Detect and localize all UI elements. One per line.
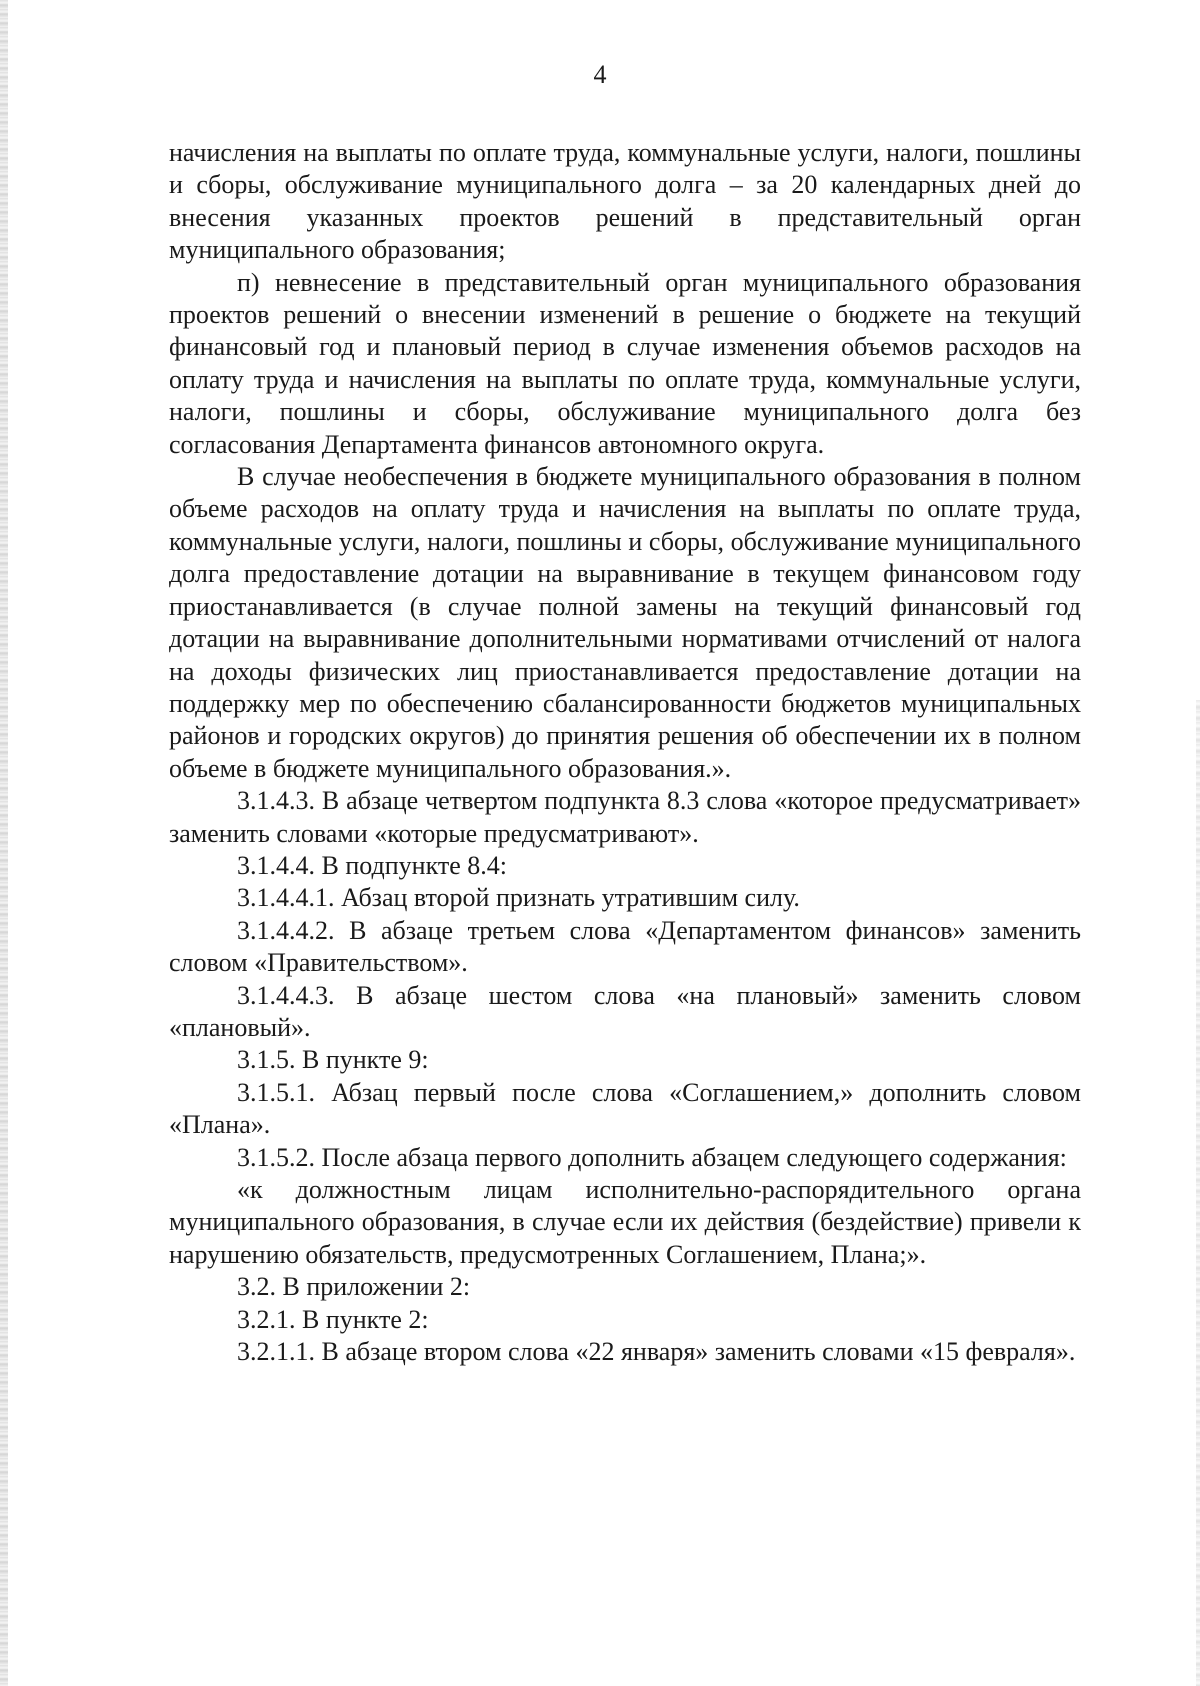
page-number: 4	[593, 60, 607, 89]
paragraph-quoted-insert: «к должностным лицам исполнительно-распорядительного органа муниципального образования, в случае если их действия (бездействие) привели к нарушению обязательств, предусмотренных Соглашением, Плана;».	[169, 1175, 1081, 1269]
paragraph-insufficient-funding: В случае необеспечения в бюджете муниципального образования в полном объеме расходов на оплату труда и начисления на выплаты по оплате труда, коммунальные услуги, налоги, пошлины и сборы, обслуживание муниципального долга предоставление дотации на выравнивание в текущем финансовом году приостанавливается (в случае полной замены на текущий финансовый год дотации на выравнивание дополнительными нормативами отчислений от налога на доходы физических лиц приостанавливается предоставление дотации на поддержку мер по обеспечению сбалансированности бюджетов муниципальных районов и городских округов) до принятия решения об обеспечении их в полном объеме в бюджете муниципального образования.».	[169, 462, 1081, 783]
paragraph-3-2-1: 3.2.1. В пункте 2:	[237, 1304, 429, 1334]
paragraph-item-p: п) невнесение в представительный орган муниципального образования проектов решений о внесении изменений в решение о бюджете на текущий финансовый год и плановый период в случае изменения объемов расходов на оплату труда и начисления на выплаты по оплате труда, коммунальные услуги, налоги, пошлины и сборы, обслуживание муниципального долга без согласования Департамента финансов автономного округа.	[169, 267, 1081, 459]
paragraph-continuation: начисления на выплаты по оплате труда, коммунальные услуги, налоги, пошлины и сборы, обслуживание муниципального долга – за 20 календарных дней до внесения указанных проектов решений в представительный орган муниципального образования;	[169, 138, 1081, 265]
scan-edge-left	[0, 0, 8, 1686]
paragraph-3-1-5-2: 3.1.5.2. После абзаца первого дополнить абзацем следующего содержания:	[237, 1142, 1067, 1172]
paragraph-3-1-5-1: 3.1.5.1. Абзац первый после слова «Соглашением,» дополнить словом «Плана».	[169, 1077, 1081, 1140]
paragraph-3-1-5: 3.1.5. В пункте 9:	[237, 1045, 429, 1075]
paragraph-3-2-1-1: 3.2.1.1. В абзаце втором слова «22 января» заменить словами «15 февраля».	[237, 1337, 1076, 1367]
scan-edge-right	[1196, 700, 1200, 1686]
paragraph-3-1-4-4-2: 3.1.4.4.2. В абзаце третьем слова «Департаментом финансов» заменить словом «Правительством».	[169, 915, 1081, 978]
paragraph-3-2: 3.2. В приложении 2:	[237, 1272, 471, 1302]
document-body	[169, 137, 1081, 1368]
paragraph-3-1-4-3: 3.1.4.3. В абзаце четвертом подпункта 8.3 слова «которое предусматривает» заменить словами «которые предусматривают».	[169, 786, 1081, 848]
paragraph-3-1-4-4: 3.1.4.4. В подпункте 8.4:	[237, 850, 507, 880]
paragraph-3-1-4-4-3: 3.1.4.4.3. В абзаце шестом слова «на плановый» заменить словом «плановый».	[169, 980, 1081, 1042]
paragraph-3-1-4-4-1: 3.1.4.4.1. Абзац второй признать утратившим силу.	[237, 883, 800, 913]
